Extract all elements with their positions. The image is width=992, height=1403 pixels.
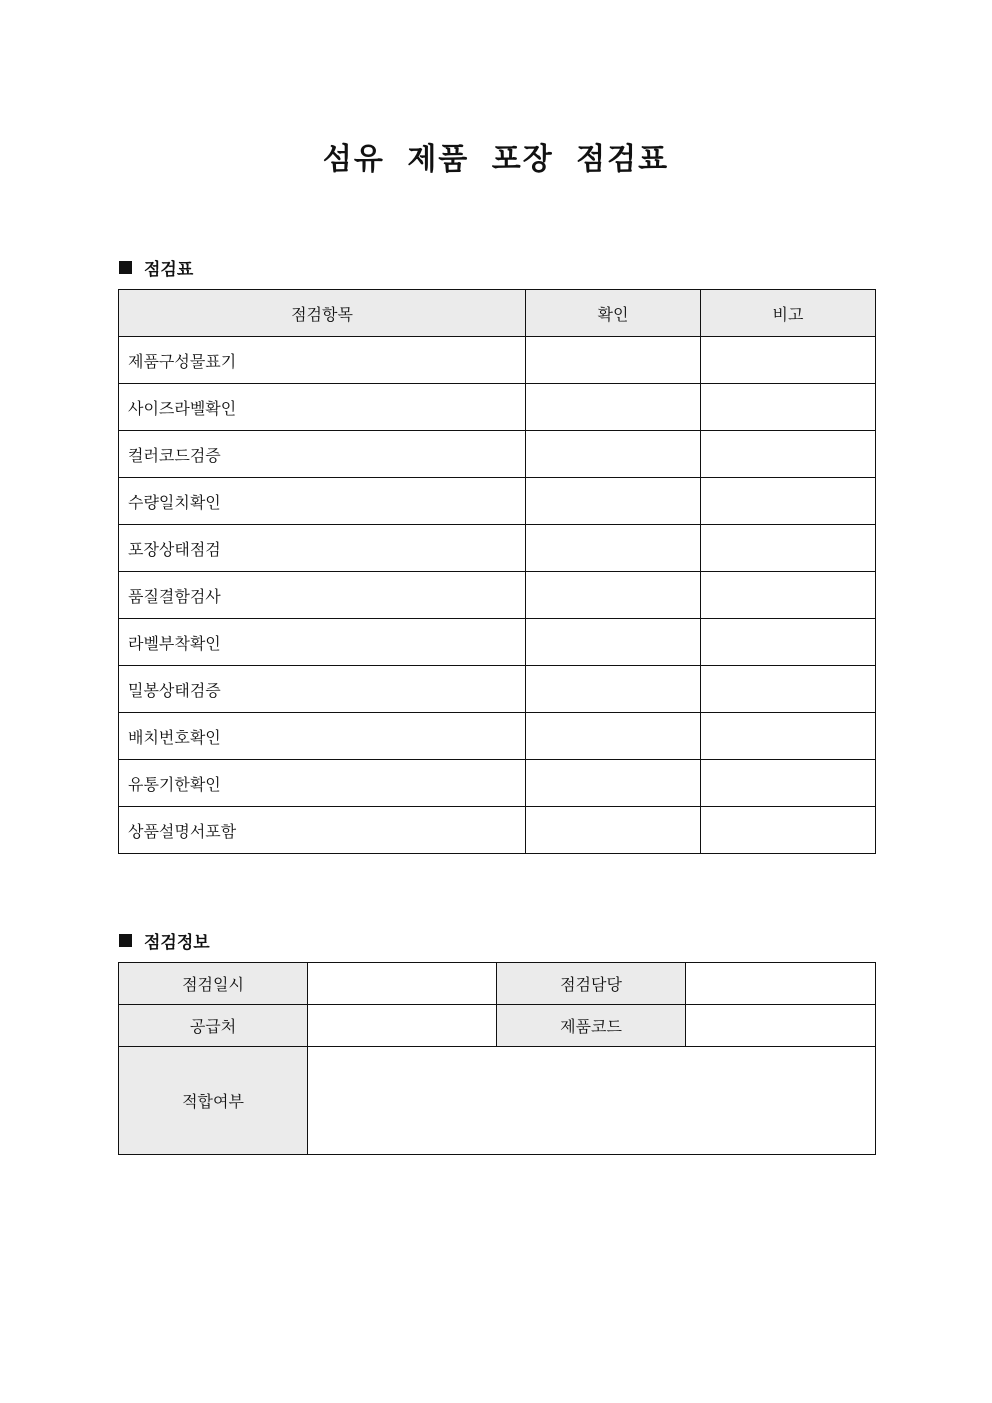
item-cell: 제품구성물표기 [119,337,526,384]
item-cell: 밀봉상태검증 [119,666,526,713]
note-cell[interactable] [701,619,876,666]
confirm-cell[interactable] [526,478,701,525]
item-cell: 사이즈라벨확인 [119,384,526,431]
table-row [119,431,876,478]
note-cell[interactable] [701,525,876,572]
confirm-cell[interactable] [526,619,701,666]
table-row [119,666,876,713]
note-cell[interactable] [701,760,876,807]
column-header-note: 비고 [701,290,876,337]
info-row [119,1005,876,1047]
confirm-cell[interactable] [526,337,701,384]
product-code-label: 제품코드 [497,1005,686,1047]
table-row [119,478,876,525]
info-heading-label: 점검정보 [144,933,210,953]
note-cell[interactable] [701,337,876,384]
info-section-heading [119,928,210,953]
table-row [119,807,876,854]
product-code-field[interactable] [686,1005,876,1047]
confirm-cell[interactable] [526,384,701,431]
item-cell: 상품설명서포함 [119,807,526,854]
conformity-field[interactable] [308,1047,876,1155]
confirm-cell[interactable] [526,431,701,478]
confirm-cell[interactable] [526,525,701,572]
info-row [119,1047,876,1155]
item-cell: 수량일치확인 [119,478,526,525]
supplier-label: 공급처 [119,1005,308,1047]
checklist-section-heading [119,255,193,280]
note-cell[interactable] [701,384,876,431]
inspection-info-table [118,962,876,1155]
note-cell[interactable] [701,666,876,713]
item-cell: 라벨부착확인 [119,619,526,666]
confirm-cell[interactable] [526,713,701,760]
item-cell: 배치번호확인 [119,713,526,760]
table-row [119,713,876,760]
note-cell[interactable] [701,807,876,854]
checklist-heading-label: 점검표 [144,260,194,280]
inspection-date-label: 점검일시 [119,963,308,1005]
confirm-cell[interactable] [526,572,701,619]
note-cell[interactable] [701,478,876,525]
item-cell: 유통기한확인 [119,760,526,807]
checklist-header-row [119,290,876,337]
item-cell: 품질결함검사 [119,572,526,619]
item-cell: 포장상태점검 [119,525,526,572]
confirm-cell[interactable] [526,666,701,713]
note-cell[interactable] [701,713,876,760]
table-row [119,525,876,572]
inspector-field[interactable] [686,963,876,1005]
item-cell: 컬러코드검증 [119,431,526,478]
column-header-item: 점검항목 [119,290,526,337]
square-bullet-icon [119,261,132,274]
supplier-field[interactable] [308,1005,497,1047]
table-row [119,572,876,619]
info-row [119,963,876,1005]
table-row [119,760,876,807]
table-row [119,337,876,384]
note-cell[interactable] [701,431,876,478]
square-bullet-icon [119,934,132,947]
column-header-confirm: 확인 [526,290,701,337]
note-cell[interactable] [701,572,876,619]
table-row [119,619,876,666]
page-title: 섬유 제품 포장 점검표 [322,142,670,177]
inspector-label: 점검담당 [497,963,686,1005]
conformity-label: 적합여부 [119,1047,308,1155]
inspection-date-field[interactable] [308,963,497,1005]
confirm-cell[interactable] [526,760,701,807]
confirm-cell[interactable] [526,807,701,854]
checklist-table [118,289,876,854]
table-row [119,384,876,431]
